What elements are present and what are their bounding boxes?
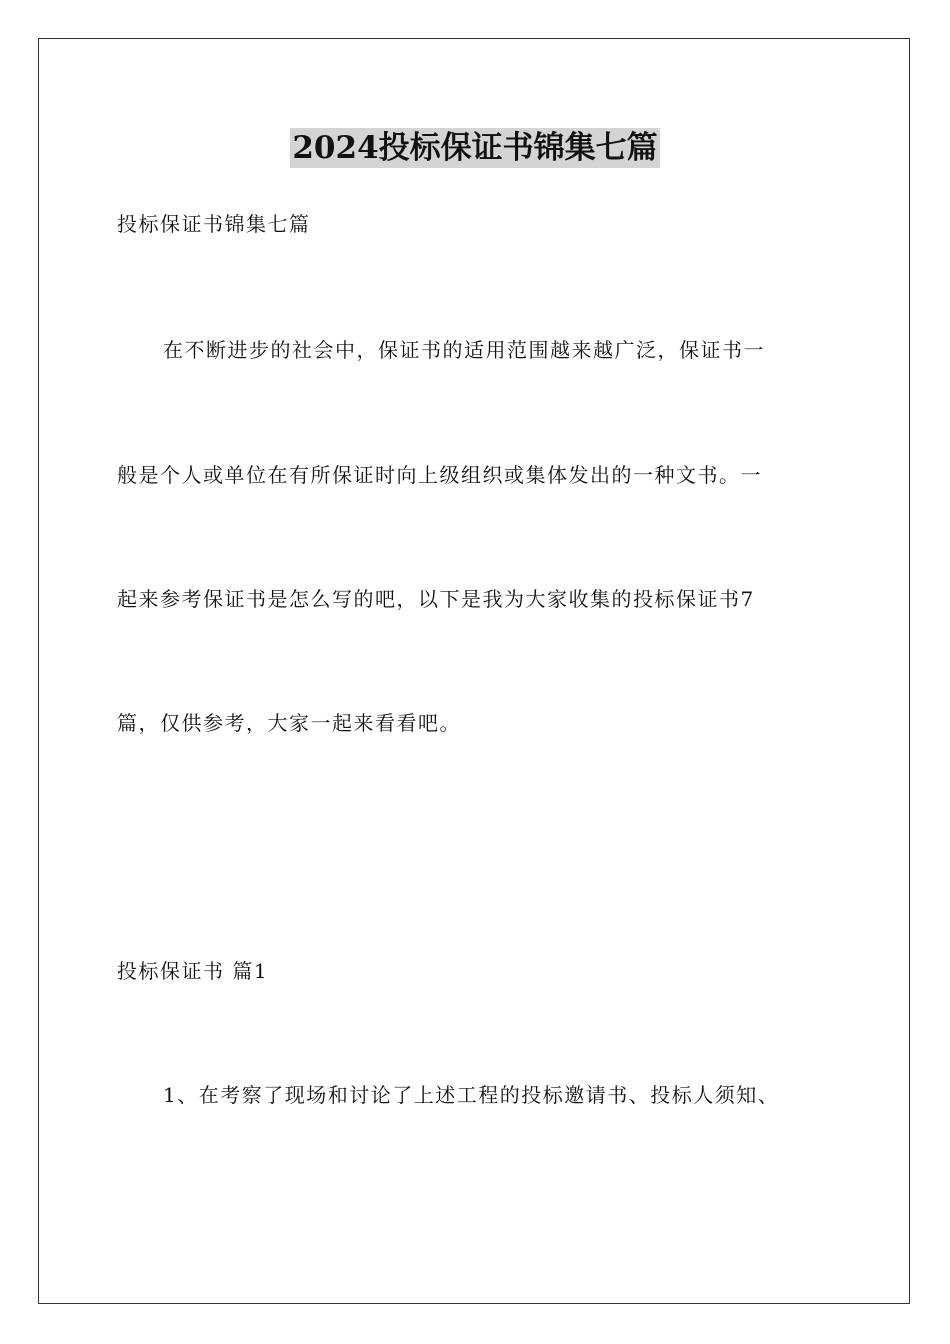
section-line-1: 1、在考察了现场和讨论了上述工程的投标邀请书、投标人须知、 (163, 1083, 780, 1107)
section-heading: 投标保证书 篇1 (117, 959, 269, 983)
title-container (0, 128, 950, 168)
intro-line-3: 起来参考保证书是怎么写的吧，以下是我为大家收集的投标保证书7 (117, 587, 755, 611)
intro-line-1: 在不断进步的社会中，保证书的适用范围越来越广泛，保证书一 (163, 338, 765, 362)
document-title: 2024投标保证书锦集七篇 (292, 130, 658, 166)
intro-line-2: 般是个人或单位在有所保证时向上级组织或集体发出的一种文书。一 (117, 463, 762, 487)
document-subtitle: 投标保证书锦集七篇 (117, 212, 311, 236)
intro-line-4: 篇，仅供参考，大家一起来看看吧。 (117, 711, 461, 735)
